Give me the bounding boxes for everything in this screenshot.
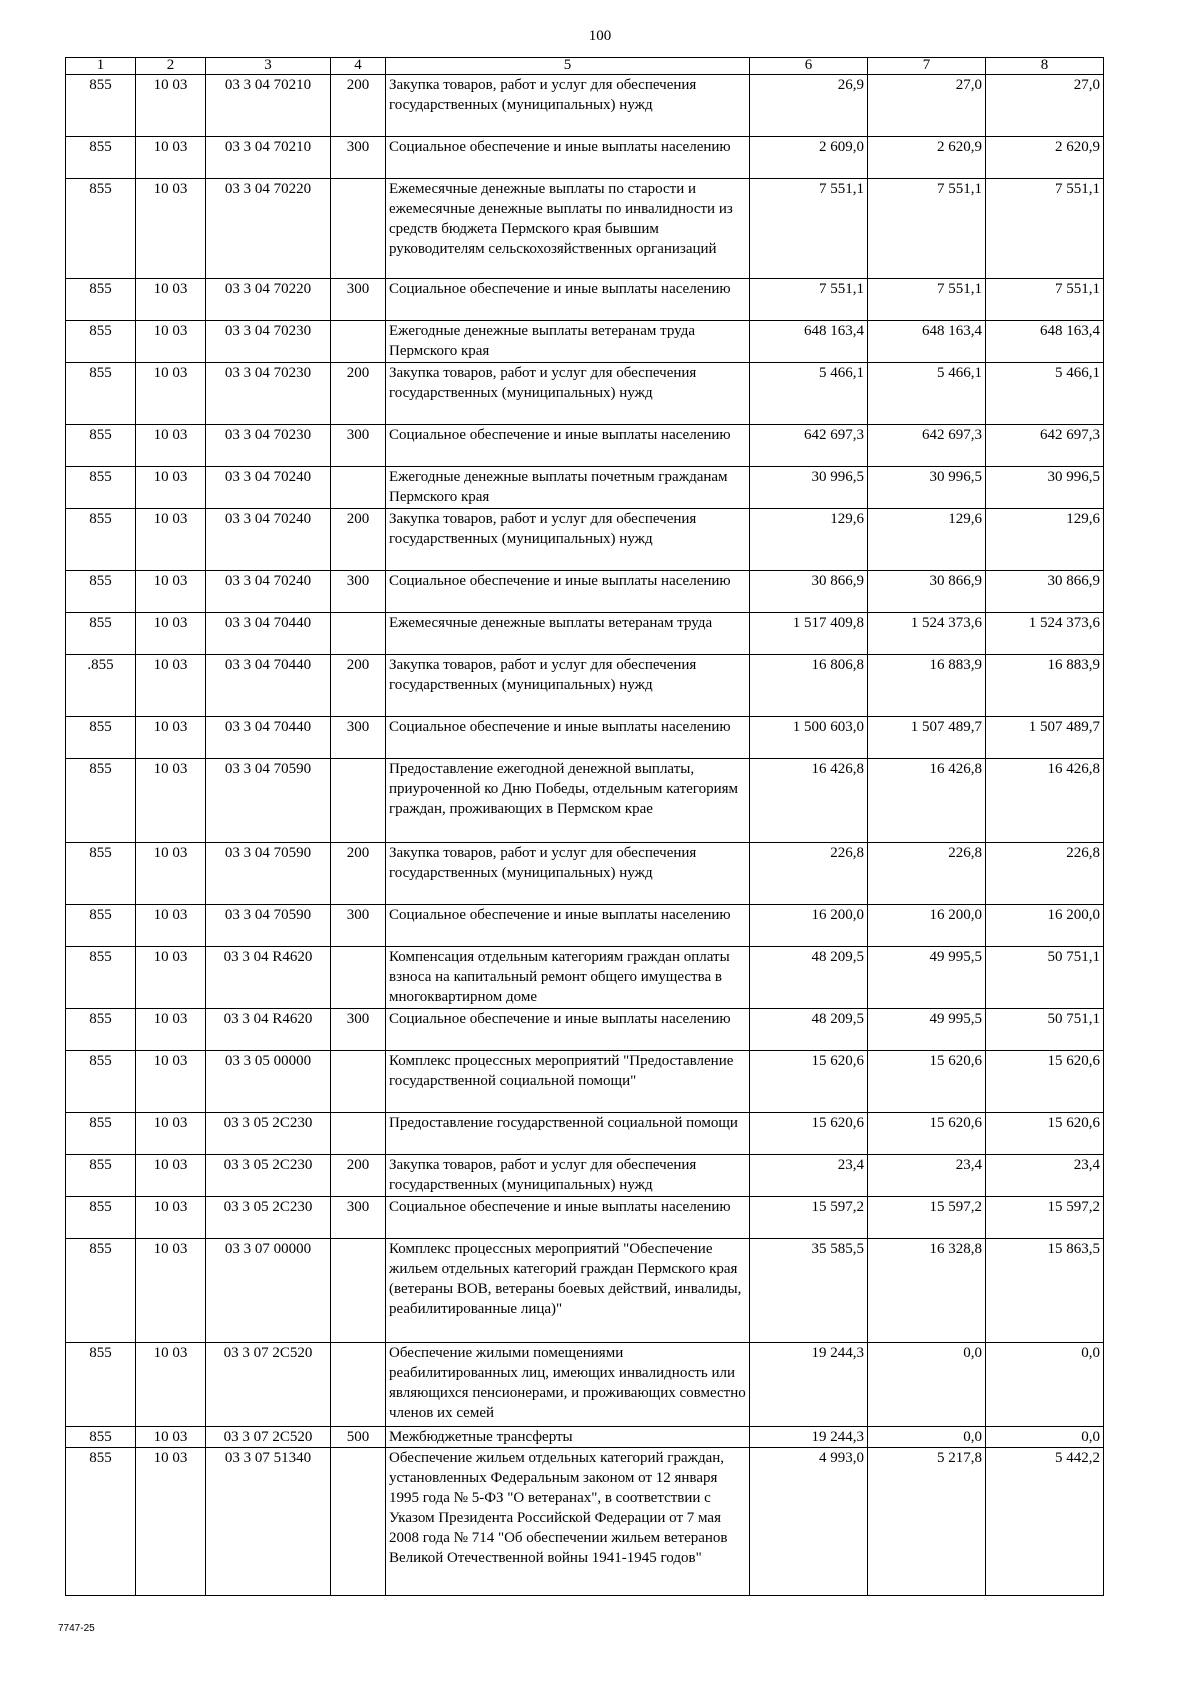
column-header: 1 xyxy=(66,58,136,75)
cell-name: Социальное обеспечение и иные выплаты населению xyxy=(386,571,750,613)
cell-name: Ежегодные денежные выплаты ветеранам труда Пермского края xyxy=(386,321,750,363)
cell-sum-8: 2 620,9 xyxy=(986,137,1104,179)
cell-sum-8: 50 751,1 xyxy=(986,947,1104,1009)
cell-name: Обеспечение жилыми помещениями реабилитированных лиц, имеющих инвалидность или являющихся пенсионерами, и проживающих совместно членов их семей xyxy=(386,1343,750,1427)
cell-kind xyxy=(331,179,386,279)
cell-grbs: 855 xyxy=(66,1427,136,1448)
cell-sum-7: 226,8 xyxy=(868,843,986,905)
table-row xyxy=(66,279,1104,321)
cell-sum-7: 1 524 373,6 xyxy=(868,613,986,655)
cell-target: 03 3 07 2С520 xyxy=(206,1427,331,1448)
table-row xyxy=(66,905,1104,947)
table-row xyxy=(66,1155,1104,1197)
cell-sum-6: 16 200,0 xyxy=(750,905,868,947)
cell-target: 03 3 04 70240 xyxy=(206,509,331,571)
cell-sum-8: 16 883,9 xyxy=(986,655,1104,717)
table-row xyxy=(66,1448,1104,1596)
cell-kind xyxy=(331,613,386,655)
cell-sum-7: 5 466,1 xyxy=(868,363,986,425)
cell-sum-7: 642 697,3 xyxy=(868,425,986,467)
cell-section: 10 03 xyxy=(136,1051,206,1113)
cell-target: 03 3 05 2С230 xyxy=(206,1155,331,1197)
table-row xyxy=(66,363,1104,425)
cell-sum-8: 27,0 xyxy=(986,75,1104,137)
table-row xyxy=(66,509,1104,571)
cell-sum-7: 0,0 xyxy=(868,1427,986,1448)
cell-sum-6: 16 426,8 xyxy=(750,759,868,843)
cell-name: Предоставление государственной социальной помощи xyxy=(386,1113,750,1155)
cell-name: Социальное обеспечение и иные выплаты населению xyxy=(386,1197,750,1239)
table-row xyxy=(66,137,1104,179)
cell-kind xyxy=(331,1448,386,1596)
cell-sum-6: 23,4 xyxy=(750,1155,868,1197)
cell-sum-7: 15 620,6 xyxy=(868,1113,986,1155)
cell-sum-8: 648 163,4 xyxy=(986,321,1104,363)
cell-target: 03 3 05 2С230 xyxy=(206,1197,331,1239)
cell-sum-8: 15 863,5 xyxy=(986,1239,1104,1343)
cell-target: 03 3 04 70590 xyxy=(206,759,331,843)
cell-sum-8: 0,0 xyxy=(986,1427,1104,1448)
cell-grbs: 855 xyxy=(66,363,136,425)
cell-grbs: 855 xyxy=(66,1239,136,1343)
cell-name: Ежемесячные денежные выплаты по старости и ежемесячные денежные выплаты по инвалидности из средств бюджета Пермского края бывшим руководителям сельскохозяйственных организаций xyxy=(386,179,750,279)
cell-section: 10 03 xyxy=(136,467,206,509)
cell-target: 03 3 04 70590 xyxy=(206,905,331,947)
cell-grbs: 855 xyxy=(66,1197,136,1239)
cell-sum-6: 2 609,0 xyxy=(750,137,868,179)
cell-sum-7: 49 995,5 xyxy=(868,1009,986,1051)
cell-grbs: 855 xyxy=(66,425,136,467)
cell-grbs: 855 xyxy=(66,279,136,321)
cell-target: 03 3 04 70440 xyxy=(206,655,331,717)
table-row xyxy=(66,75,1104,137)
cell-sum-6: 35 585,5 xyxy=(750,1239,868,1343)
cell-kind xyxy=(331,467,386,509)
cell-target: 03 3 07 2С520 xyxy=(206,1343,331,1427)
cell-section: 10 03 xyxy=(136,137,206,179)
cell-sum-7: 16 426,8 xyxy=(868,759,986,843)
cell-sum-8: 50 751,1 xyxy=(986,1009,1104,1051)
column-header: 3 xyxy=(206,58,331,75)
cell-sum-7: 49 995,5 xyxy=(868,947,986,1009)
table-row xyxy=(66,843,1104,905)
cell-kind xyxy=(331,1113,386,1155)
cell-name: Социальное обеспечение и иные выплаты населению xyxy=(386,905,750,947)
cell-sum-8: 30 996,5 xyxy=(986,467,1104,509)
cell-sum-6: 19 244,3 xyxy=(750,1427,868,1448)
cell-kind: 300 xyxy=(331,279,386,321)
cell-kind: 300 xyxy=(331,905,386,947)
cell-kind: 300 xyxy=(331,137,386,179)
cell-sum-8: 15 597,2 xyxy=(986,1197,1104,1239)
cell-sum-7: 7 551,1 xyxy=(868,179,986,279)
cell-name: Обеспечение жильем отдельных категорий граждан, установленных Федеральным законом от 12 января 1995 года № 5-ФЗ "О ветеранах", в соответствии с Указом Президента Российской Федерации от 7 мая 2008 года № 714 "Об обеспечении жильем ветеранов Великой Отечественной войны 1941-1945 годов" xyxy=(386,1448,750,1596)
cell-grbs: 855 xyxy=(66,1009,136,1051)
cell-sum-6: 7 551,1 xyxy=(750,179,868,279)
cell-sum-7: 1 507 489,7 xyxy=(868,717,986,759)
table-row xyxy=(66,655,1104,717)
cell-name: Социальное обеспечение и иные выплаты населению xyxy=(386,717,750,759)
table-row xyxy=(66,1051,1104,1113)
cell-target: 03 3 04 70440 xyxy=(206,613,331,655)
cell-sum-8: 23,4 xyxy=(986,1155,1104,1197)
cell-name: Закупка товаров, работ и услуг для обеспечения государственных (муниципальных) нужд xyxy=(386,843,750,905)
cell-target: 03 3 05 00000 xyxy=(206,1051,331,1113)
cell-target: 03 3 07 51340 xyxy=(206,1448,331,1596)
table-row xyxy=(66,613,1104,655)
cell-kind: 300 xyxy=(331,571,386,613)
cell-sum-7: 16 200,0 xyxy=(868,905,986,947)
cell-sum-6: 7 551,1 xyxy=(750,279,868,321)
cell-grbs: 855 xyxy=(66,759,136,843)
cell-grbs: .855 xyxy=(66,655,136,717)
table-row xyxy=(66,1343,1104,1427)
table-row xyxy=(66,179,1104,279)
cell-grbs: 855 xyxy=(66,179,136,279)
cell-kind: 300 xyxy=(331,425,386,467)
cell-sum-7: 5 217,8 xyxy=(868,1448,986,1596)
column-header: 5 xyxy=(386,58,750,75)
column-header: 8 xyxy=(986,58,1104,75)
cell-sum-6: 48 209,5 xyxy=(750,1009,868,1051)
table-row xyxy=(66,717,1104,759)
cell-section: 10 03 xyxy=(136,509,206,571)
cell-name: Межбюджетные трансферты xyxy=(386,1427,750,1448)
cell-sum-8: 5 466,1 xyxy=(986,363,1104,425)
table-row xyxy=(66,425,1104,467)
table-row xyxy=(66,1197,1104,1239)
footer-code: 7747-25 xyxy=(58,1623,95,1634)
cell-section: 10 03 xyxy=(136,321,206,363)
cell-name: Социальное обеспечение и иные выплаты населению xyxy=(386,1009,750,1051)
cell-sum-6: 129,6 xyxy=(750,509,868,571)
cell-target: 03 3 04 70210 xyxy=(206,75,331,137)
column-header: 4 xyxy=(331,58,386,75)
cell-grbs: 855 xyxy=(66,1051,136,1113)
cell-sum-7: 30 996,5 xyxy=(868,467,986,509)
cell-sum-8: 226,8 xyxy=(986,843,1104,905)
cell-section: 10 03 xyxy=(136,1009,206,1051)
cell-section: 10 03 xyxy=(136,571,206,613)
cell-sum-8: 7 551,1 xyxy=(986,279,1104,321)
cell-sum-8: 1 507 489,7 xyxy=(986,717,1104,759)
budget-table xyxy=(65,57,1104,1596)
cell-sum-8: 30 866,9 xyxy=(986,571,1104,613)
cell-sum-6: 5 466,1 xyxy=(750,363,868,425)
cell-sum-7: 15 597,2 xyxy=(868,1197,986,1239)
table-row xyxy=(66,947,1104,1009)
cell-name: Закупка товаров, работ и услуг для обеспечения государственных (муниципальных) нужд xyxy=(386,509,750,571)
cell-name: Компенсация отдельным категориям граждан оплаты взноса на капитальный ремонт общего имущества в многоквартирном доме xyxy=(386,947,750,1009)
cell-sum-6: 226,8 xyxy=(750,843,868,905)
cell-target: 03 3 04 70230 xyxy=(206,321,331,363)
cell-grbs: 855 xyxy=(66,509,136,571)
cell-kind: 200 xyxy=(331,509,386,571)
cell-sum-6: 1 517 409,8 xyxy=(750,613,868,655)
cell-target: 03 3 04 70210 xyxy=(206,137,331,179)
cell-name: Ежегодные денежные выплаты почетным гражданам Пермского края xyxy=(386,467,750,509)
cell-grbs: 855 xyxy=(66,467,136,509)
cell-grbs: 855 xyxy=(66,1448,136,1596)
cell-name: Ежемесячные денежные выплаты ветеранам труда xyxy=(386,613,750,655)
cell-sum-8: 0,0 xyxy=(986,1343,1104,1427)
cell-target: 03 3 04 70240 xyxy=(206,571,331,613)
cell-sum-7: 7 551,1 xyxy=(868,279,986,321)
cell-sum-8: 7 551,1 xyxy=(986,179,1104,279)
cell-target: 03 3 07 00000 xyxy=(206,1239,331,1343)
cell-section: 10 03 xyxy=(136,655,206,717)
cell-kind: 200 xyxy=(331,655,386,717)
cell-section: 10 03 xyxy=(136,1113,206,1155)
table-row xyxy=(66,759,1104,843)
cell-sum-7: 30 866,9 xyxy=(868,571,986,613)
cell-sum-6: 19 244,3 xyxy=(750,1343,868,1427)
cell-section: 10 03 xyxy=(136,1427,206,1448)
cell-section: 10 03 xyxy=(136,759,206,843)
cell-sum-6: 4 993,0 xyxy=(750,1448,868,1596)
cell-sum-7: 129,6 xyxy=(868,509,986,571)
cell-sum-8: 642 697,3 xyxy=(986,425,1104,467)
table-row xyxy=(66,1113,1104,1155)
cell-kind: 300 xyxy=(331,717,386,759)
cell-sum-7: 16 328,8 xyxy=(868,1239,986,1343)
cell-grbs: 855 xyxy=(66,75,136,137)
cell-kind xyxy=(331,759,386,843)
cell-sum-6: 30 996,5 xyxy=(750,467,868,509)
column-header: 2 xyxy=(136,58,206,75)
cell-kind: 200 xyxy=(331,75,386,137)
cell-target: 03 3 05 2С230 xyxy=(206,1113,331,1155)
page-number: 100 xyxy=(588,28,612,44)
cell-sum-6: 16 806,8 xyxy=(750,655,868,717)
column-header: 7 xyxy=(868,58,986,75)
cell-sum-7: 27,0 xyxy=(868,75,986,137)
cell-name: Комплекс процессных мероприятий "Обеспечение жильем отдельных категорий граждан Пермского края (ветераны ВОВ, ветераны боевых действий, инвалиды, реабилитированные лица)" xyxy=(386,1239,750,1343)
cell-name: Комплекс процессных мероприятий "Предоставление государственной социальной помощи" xyxy=(386,1051,750,1113)
cell-section: 10 03 xyxy=(136,279,206,321)
cell-grbs: 855 xyxy=(66,947,136,1009)
cell-sum-8: 129,6 xyxy=(986,509,1104,571)
cell-grbs: 855 xyxy=(66,571,136,613)
cell-sum-7: 23,4 xyxy=(868,1155,986,1197)
cell-sum-7: 16 883,9 xyxy=(868,655,986,717)
cell-kind: 500 xyxy=(331,1427,386,1448)
table-row xyxy=(66,1009,1104,1051)
cell-target: 03 3 04 70240 xyxy=(206,467,331,509)
cell-kind xyxy=(331,1343,386,1427)
cell-name: Социальное обеспечение и иные выплаты населению xyxy=(386,137,750,179)
cell-sum-6: 30 866,9 xyxy=(750,571,868,613)
cell-grbs: 855 xyxy=(66,137,136,179)
cell-section: 10 03 xyxy=(136,717,206,759)
cell-grbs: 855 xyxy=(66,717,136,759)
cell-section: 10 03 xyxy=(136,1343,206,1427)
cell-sum-8: 1 524 373,6 xyxy=(986,613,1104,655)
cell-grbs: 855 xyxy=(66,905,136,947)
cell-grbs: 855 xyxy=(66,843,136,905)
table-row xyxy=(66,467,1104,509)
cell-grbs: 855 xyxy=(66,613,136,655)
cell-sum-8: 16 426,8 xyxy=(986,759,1104,843)
cell-kind: 200 xyxy=(331,363,386,425)
cell-target: 03 3 04 70220 xyxy=(206,179,331,279)
cell-sum-6: 15 620,6 xyxy=(750,1113,868,1155)
table-row xyxy=(66,1239,1104,1343)
cell-target: 03 3 04 R4620 xyxy=(206,1009,331,1051)
cell-sum-7: 648 163,4 xyxy=(868,321,986,363)
cell-target: 03 3 04 70590 xyxy=(206,843,331,905)
cell-section: 10 03 xyxy=(136,843,206,905)
cell-target: 03 3 04 70230 xyxy=(206,425,331,467)
cell-grbs: 855 xyxy=(66,1113,136,1155)
cell-grbs: 855 xyxy=(66,321,136,363)
cell-section: 10 03 xyxy=(136,1448,206,1596)
cell-sum-8: 15 620,6 xyxy=(986,1113,1104,1155)
cell-kind xyxy=(331,947,386,1009)
cell-sum-8: 15 620,6 xyxy=(986,1051,1104,1113)
cell-section: 10 03 xyxy=(136,1197,206,1239)
cell-sum-6: 48 209,5 xyxy=(750,947,868,1009)
cell-kind xyxy=(331,321,386,363)
cell-sum-7: 15 620,6 xyxy=(868,1051,986,1113)
cell-section: 10 03 xyxy=(136,905,206,947)
cell-kind: 200 xyxy=(331,1155,386,1197)
cell-kind: 300 xyxy=(331,1009,386,1051)
cell-section: 10 03 xyxy=(136,947,206,1009)
cell-name: Социальное обеспечение и иные выплаты населению xyxy=(386,279,750,321)
cell-grbs: 855 xyxy=(66,1155,136,1197)
cell-name: Закупка товаров, работ и услуг для обеспечения государственных (муниципальных) нужд xyxy=(386,1155,750,1197)
cell-sum-6: 15 597,2 xyxy=(750,1197,868,1239)
cell-section: 10 03 xyxy=(136,1239,206,1343)
cell-name: Предоставление ежегодной денежной выплаты, приуроченной ко Дню Победы, отдельным категориям граждан, проживающих в Пермском крае xyxy=(386,759,750,843)
cell-section: 10 03 xyxy=(136,363,206,425)
cell-sum-6: 26,9 xyxy=(750,75,868,137)
cell-section: 10 03 xyxy=(136,75,206,137)
cell-sum-6: 1 500 603,0 xyxy=(750,717,868,759)
table-row xyxy=(66,321,1104,363)
table-row xyxy=(66,1427,1104,1448)
cell-section: 10 03 xyxy=(136,613,206,655)
cell-target: 03 3 04 70440 xyxy=(206,717,331,759)
column-header: 6 xyxy=(750,58,868,75)
table-row xyxy=(66,571,1104,613)
cell-target: 03 3 04 70220 xyxy=(206,279,331,321)
cell-name: Социальное обеспечение и иные выплаты населению xyxy=(386,425,750,467)
cell-kind: 200 xyxy=(331,843,386,905)
cell-kind xyxy=(331,1051,386,1113)
cell-grbs: 855 xyxy=(66,1343,136,1427)
cell-name: Закупка товаров, работ и услуг для обеспечения государственных (муниципальных) нужд xyxy=(386,75,750,137)
cell-section: 10 03 xyxy=(136,425,206,467)
cell-target: 03 3 04 R4620 xyxy=(206,947,331,1009)
cell-sum-8: 5 442,2 xyxy=(986,1448,1104,1596)
cell-sum-8: 16 200,0 xyxy=(986,905,1104,947)
cell-kind: 300 xyxy=(331,1197,386,1239)
cell-sum-6: 648 163,4 xyxy=(750,321,868,363)
cell-kind xyxy=(331,1239,386,1343)
cell-section: 10 03 xyxy=(136,179,206,279)
header-row xyxy=(66,58,1104,75)
cell-target: 03 3 04 70230 xyxy=(206,363,331,425)
cell-sum-7: 2 620,9 xyxy=(868,137,986,179)
cell-name: Закупка товаров, работ и услуг для обеспечения государственных (муниципальных) нужд xyxy=(386,655,750,717)
cell-name: Закупка товаров, работ и услуг для обеспечения государственных (муниципальных) нужд xyxy=(386,363,750,425)
cell-sum-6: 642 697,3 xyxy=(750,425,868,467)
cell-sum-7: 0,0 xyxy=(868,1343,986,1427)
cell-sum-6: 15 620,6 xyxy=(750,1051,868,1113)
cell-section: 10 03 xyxy=(136,1155,206,1197)
